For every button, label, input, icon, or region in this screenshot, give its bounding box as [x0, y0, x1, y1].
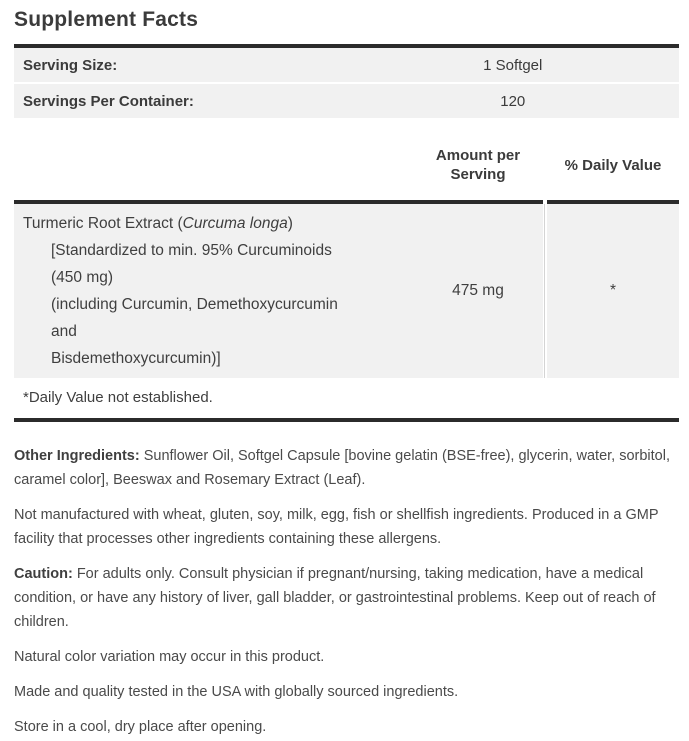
botanical-name: Curcuma longa: [182, 215, 288, 232]
servings-per-container-row: [14, 84, 679, 118]
color-variation-paragraph: Natural color variation may occur in this product.: [14, 649, 325, 665]
ingredient-name: [14, 204, 413, 378]
amount-header-line-2: Serving: [450, 166, 506, 183]
daily-value-header: % Daily Value: [564, 156, 662, 174]
amount-header-line-1: Amount per: [435, 147, 521, 164]
other-ingredients-lead: Other Ingredients:: [14, 448, 140, 464]
ingredient-line-3: (450 mg): [51, 269, 114, 286]
made-in-usa-paragraph: Made and quality tested in the USA with globally sourced ingredients.: [14, 684, 459, 700]
allergen-paragraph: Not manufactured with wheat, gluten, soy, milk, egg, fish or shellfish ingredients. Produced in a GMP facility that processes other ingredients containing these allergens.: [14, 507, 659, 547]
ingredient-daily-value: *: [547, 200, 679, 378]
ingredient-line-1: Turmeric Root Extract (Curcuma longa): [23, 215, 293, 232]
amount-per-serving-header: [413, 146, 543, 184]
servings-per-container-label: Servings Per Container:: [23, 92, 194, 110]
other-ingredients-paragraph: Other Ingredients: Sunflower Oil, Softgel Capsule [bovine gelatin (BSE-free), glycerin, water, sorbitol, caramel color], Beeswax and Rosemary Extract (Leaf).: [14, 448, 670, 488]
daily-value-footnote: *Daily Value not established.: [14, 378, 679, 418]
ingredient-line-2: [Standardized to min. 95% Curcuminoids: [51, 242, 332, 259]
ingredient-and-amount-cell: [14, 200, 543, 378]
column-divider: [543, 200, 547, 378]
serving-size-row: [14, 48, 679, 82]
ingredient-line-6: Bisdemethoxycurcumin)]: [51, 350, 221, 367]
serving-size-label: Serving Size:: [23, 56, 118, 74]
ingredient-line-5: and: [51, 323, 77, 340]
serving-size-value: 1 Softgel: [483, 56, 543, 74]
ingredient-line-4: (including Curcumin, Demethoxycurcumin: [51, 296, 338, 313]
nutrition-column-headers: [14, 146, 679, 184]
servings-per-container-value: 120: [500, 92, 526, 110]
caution-lead: Caution:: [14, 566, 73, 582]
ingredient-amount: 475 mg: [452, 282, 504, 299]
bottom-rule: [14, 418, 679, 422]
ingredient-column-spacer: [14, 146, 413, 184]
storage-paragraph: Store in a cool, dry place after opening.: [14, 719, 267, 735]
supplement-notes: [14, 444, 676, 739]
ingredient-row: [14, 200, 679, 378]
caution-paragraph: Caution: For adults only. Consult physician if pregnant/nursing, taking medication, have a medical condition, or have any history of liver, gall bladder, or gastrointestinal problems. Keep out of reach of children.: [14, 566, 656, 630]
panel-title: Supplement Facts: [14, 8, 199, 31]
